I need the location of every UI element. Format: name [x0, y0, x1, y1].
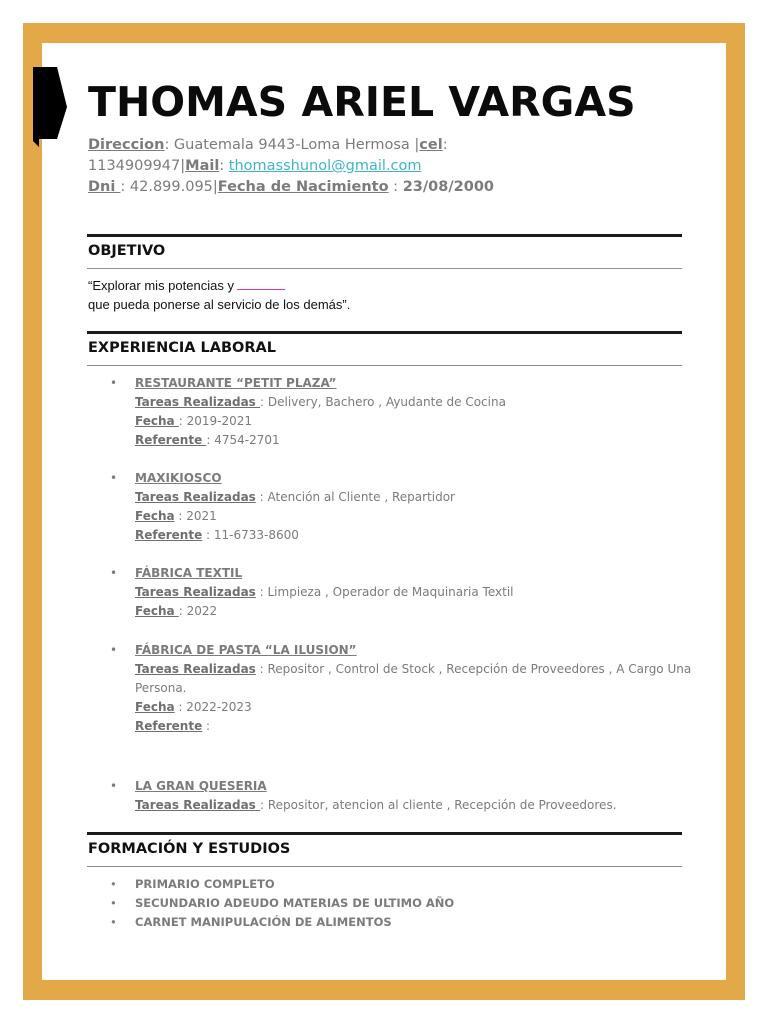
education-item-text: CARNET MANIPULACIÓN DE ALIMENTOS [135, 915, 392, 929]
birthdate-label: Fecha de Nacimiento [217, 179, 389, 195]
job-title: LA GRAN QUESERIA [135, 779, 267, 793]
section-divider-thin [87, 365, 682, 366]
applicant-name: THOMAS ARIEL VARGAS [88, 78, 636, 126]
bookmark-ribbon-icon [33, 67, 67, 147]
objective-line-2: que pueda ponerse al servicio de los demás”. [88, 297, 351, 312]
section-heading-experiencia: EXPERIENCIA LABORAL [88, 340, 276, 356]
section-divider-thin [87, 268, 682, 269]
fecha-label: Fecha [135, 509, 175, 523]
cel-label: cel [419, 137, 443, 153]
job-title: FÁBRICA TEXTIL [135, 566, 243, 580]
tareas-label: Tareas Realizadas [135, 490, 256, 504]
job-entry-restaurante [110, 374, 690, 450]
fecha-label: Fecha [135, 700, 175, 714]
objective-blank-underline [237, 278, 285, 290]
education-item [110, 875, 275, 894]
contact-line-phone-mail [88, 158, 688, 174]
mail-label: Mail [185, 158, 220, 174]
job-entry-maxikiosco [110, 469, 690, 545]
tareas-label: Tareas Realizadas [135, 798, 261, 812]
tareas-continuation: Persona. [135, 681, 187, 695]
job-entry-fabrica-textil [110, 564, 690, 621]
birthdate-separator: : [388, 179, 403, 195]
fecha-label: Fecha [135, 604, 179, 618]
job-entry-la-gran-queseria [110, 777, 690, 815]
referente-label: Referente [135, 528, 203, 542]
section-divider-thin [87, 866, 682, 867]
section-heading-objetivo: OBJETIVO [88, 243, 166, 259]
referente-value: : 4754-2701 [206, 433, 280, 447]
bullet-icon: • [110, 376, 118, 390]
referente-value: : [202, 719, 211, 733]
bullet-icon: • [110, 566, 118, 580]
dni-label: Dni [88, 179, 121, 195]
education-item-text: SECUNDARIO ADEUDO MATERIAS DE ULTIMO AÑO [135, 896, 455, 910]
referente-value: : 11-6733-8600 [202, 528, 299, 542]
section-divider-thick [87, 331, 682, 334]
bullet-icon: • [110, 779, 118, 793]
direccion-value: : Guatemala 9443-Loma Hermosa | [164, 137, 420, 153]
tareas-value: : Repositor , Control de Stock , Recepción de Proveedores , A Cargo Una [255, 662, 692, 676]
fecha-value: : 2022 [178, 604, 218, 618]
cel-value: 1134909947| [88, 158, 186, 174]
fecha-label: Fecha [135, 414, 179, 428]
referente-label: Referente [135, 719, 203, 733]
mail-separator: : [219, 158, 229, 174]
tareas-value: : Atención al Cliente , Repartidor [255, 490, 455, 504]
bullet-icon: • [110, 471, 118, 485]
dni-value: : 42.899.095| [120, 179, 218, 195]
bullet-icon: • [110, 643, 118, 657]
direccion-label: Direccion [88, 137, 165, 153]
education-item-text: PRIMARIO COMPLETO [135, 877, 275, 891]
contact-line-address [88, 137, 688, 153]
bullet-icon: • [110, 877, 117, 891]
birthdate-value: 23/08/2000 [402, 179, 494, 195]
tareas-label: Tareas Realizadas [135, 662, 256, 676]
objective-line-1 [88, 278, 285, 293]
education-item [110, 913, 392, 932]
fecha-value: : 2019-2021 [178, 414, 253, 428]
tareas-value: : Repositor, atencion al cliente , Recepción de Proveedores. [260, 798, 617, 812]
job-title: MAXIKIOSCO [135, 471, 222, 485]
cel-separator: : [442, 137, 448, 153]
fecha-value: : 2021 [174, 509, 217, 523]
tareas-value: : Limpieza , Operador de Maquinaria Textil [255, 585, 514, 599]
tareas-label: Tareas Realizadas [135, 395, 261, 409]
tareas-value: : Delivery, Bachero , Ayudante de Cocina [260, 395, 506, 409]
job-title: RESTAURANTE “PETIT PLAZA” [135, 376, 337, 390]
bullet-icon: • [110, 915, 117, 929]
section-heading-formacion: FORMACIÓN Y ESTUDIOS [88, 841, 291, 857]
email-link[interactable]: thomasshunol@gmail.com [228, 158, 422, 174]
section-divider-thick [87, 832, 682, 835]
job-entry-fabrica-pasta [110, 641, 690, 736]
bullet-icon: • [110, 896, 117, 910]
section-divider-thick [87, 234, 682, 237]
contact-line-id-birth [88, 179, 688, 195]
objective-text-1: “Explorar mis potencias y [88, 278, 234, 293]
referente-label: Referente [135, 433, 207, 447]
fecha-value: : 2022-2023 [174, 700, 252, 714]
job-title: FÁBRICA DE PASTA “LA ILUSION” [135, 643, 357, 657]
education-item [110, 894, 454, 913]
tareas-label: Tareas Realizadas [135, 585, 256, 599]
